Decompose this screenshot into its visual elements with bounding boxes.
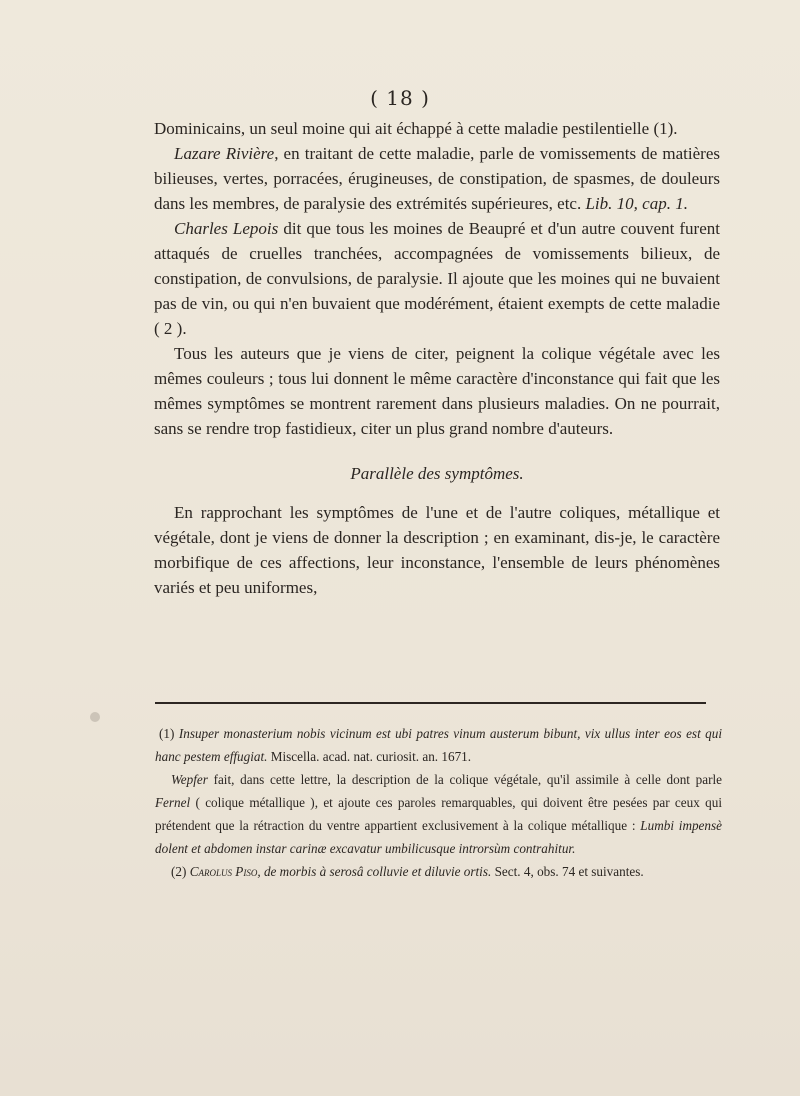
page-number: ( 18 ) (370, 86, 430, 110)
footnote-wepfer (155, 768, 722, 860)
paragraph-riviere (154, 141, 720, 216)
latin-title: , de morbis à serosâ colluvie et diluvie ortis. (257, 864, 492, 879)
paragraph-summary: Tous les auteurs que je viens de citer, peignent la colique végétale avec les mêmes couleurs ; tous lui donnent le même caractère d'inconstance qui fait que les mêmes symptômes se montrent rarement dans plusieurs maladies. On ne pourrait, sans se rendre trop fastidieux, citer un plus grand nombre d'auteurs. (154, 344, 720, 438)
footnote-reference: Miscella. acad. nat. curiosit. an. 1671. (267, 749, 472, 764)
author-name: Fernel (155, 795, 191, 810)
footnotes (155, 722, 722, 883)
paragraph-lepois (154, 216, 720, 341)
author-name: Carolus Piso (189, 864, 258, 879)
footnote-text: fait, dans cette lettre, la description de la colique végétale, qu'il assimile à celle dont parle (207, 772, 722, 787)
footnote-divider (155, 702, 706, 704)
paragraph-text: , en traitant de cette maladie, parle de vomissements de matières bilieuses, vertes, porracées, érugineuses, de constipation, de spasmes, de douleurs dans les membres, de paralysie des extrémités supérieures, etc. (154, 144, 720, 213)
latin-quote: Lumbi impensè dolent et abdomen instar carinæ excavatur umbilicusque introrsùm contrahitur. (155, 818, 722, 856)
ink-stain (90, 712, 100, 722)
latin-quote: Insuper monasterium nobis vicinum est ubi patres vinum austerum bibunt, vix ullus inter eos est qui hanc pestem effugiat. (155, 726, 723, 764)
author-name: Charles Lepois (174, 219, 279, 238)
paragraph-text: dit que tous les moines de Beaupré et d'un autre couvent furent attaqués de cruelles tranchées, accompagnées de vomissements bilieux, de constipation, de convulsions, de paralysie. Il ajoute que les moines qui ne buvaient pas de vin, ou qui n'en buvaient que modérément, étaient exempts de cette maladie ( 2 ). (154, 219, 720, 338)
section-heading: Parallèle des symptômes. (350, 464, 524, 483)
footnote-2 (155, 860, 722, 883)
author-name: Wepfer (171, 772, 208, 787)
footnote-marker: (1) (159, 726, 175, 741)
footnote-1 (155, 722, 722, 768)
paragraph-parallel: En rapprochant les symptômes de l'une et de l'autre coliques, métallique et végétale, dont je viens de donner la description ; en examinant, dis-je, le caractère morbifique de ces affections, leur inconstance, l'ensemble de leurs phénomènes variés et peu uniformes, (154, 503, 720, 597)
reference: Lib. 10, cap. 1. (585, 194, 688, 213)
author-name: Lazare Rivière (174, 144, 275, 163)
paragraph-continuation: Dominicains, un seul moine qui ait échappé à cette maladie pestilentielle (1). (154, 119, 678, 138)
footnote-reference: Sect. 4, obs. 74 et suivantes. (491, 864, 644, 879)
footnote-text: ( colique métallique ), et ajoute ces paroles remarquables, qui doivent être pesées par ceux qui prétendent que la rétraction du ventre appartient exclusivement à la colique métallique : (155, 795, 722, 833)
main-text (154, 116, 720, 600)
footnote-marker: (2) (171, 864, 187, 879)
